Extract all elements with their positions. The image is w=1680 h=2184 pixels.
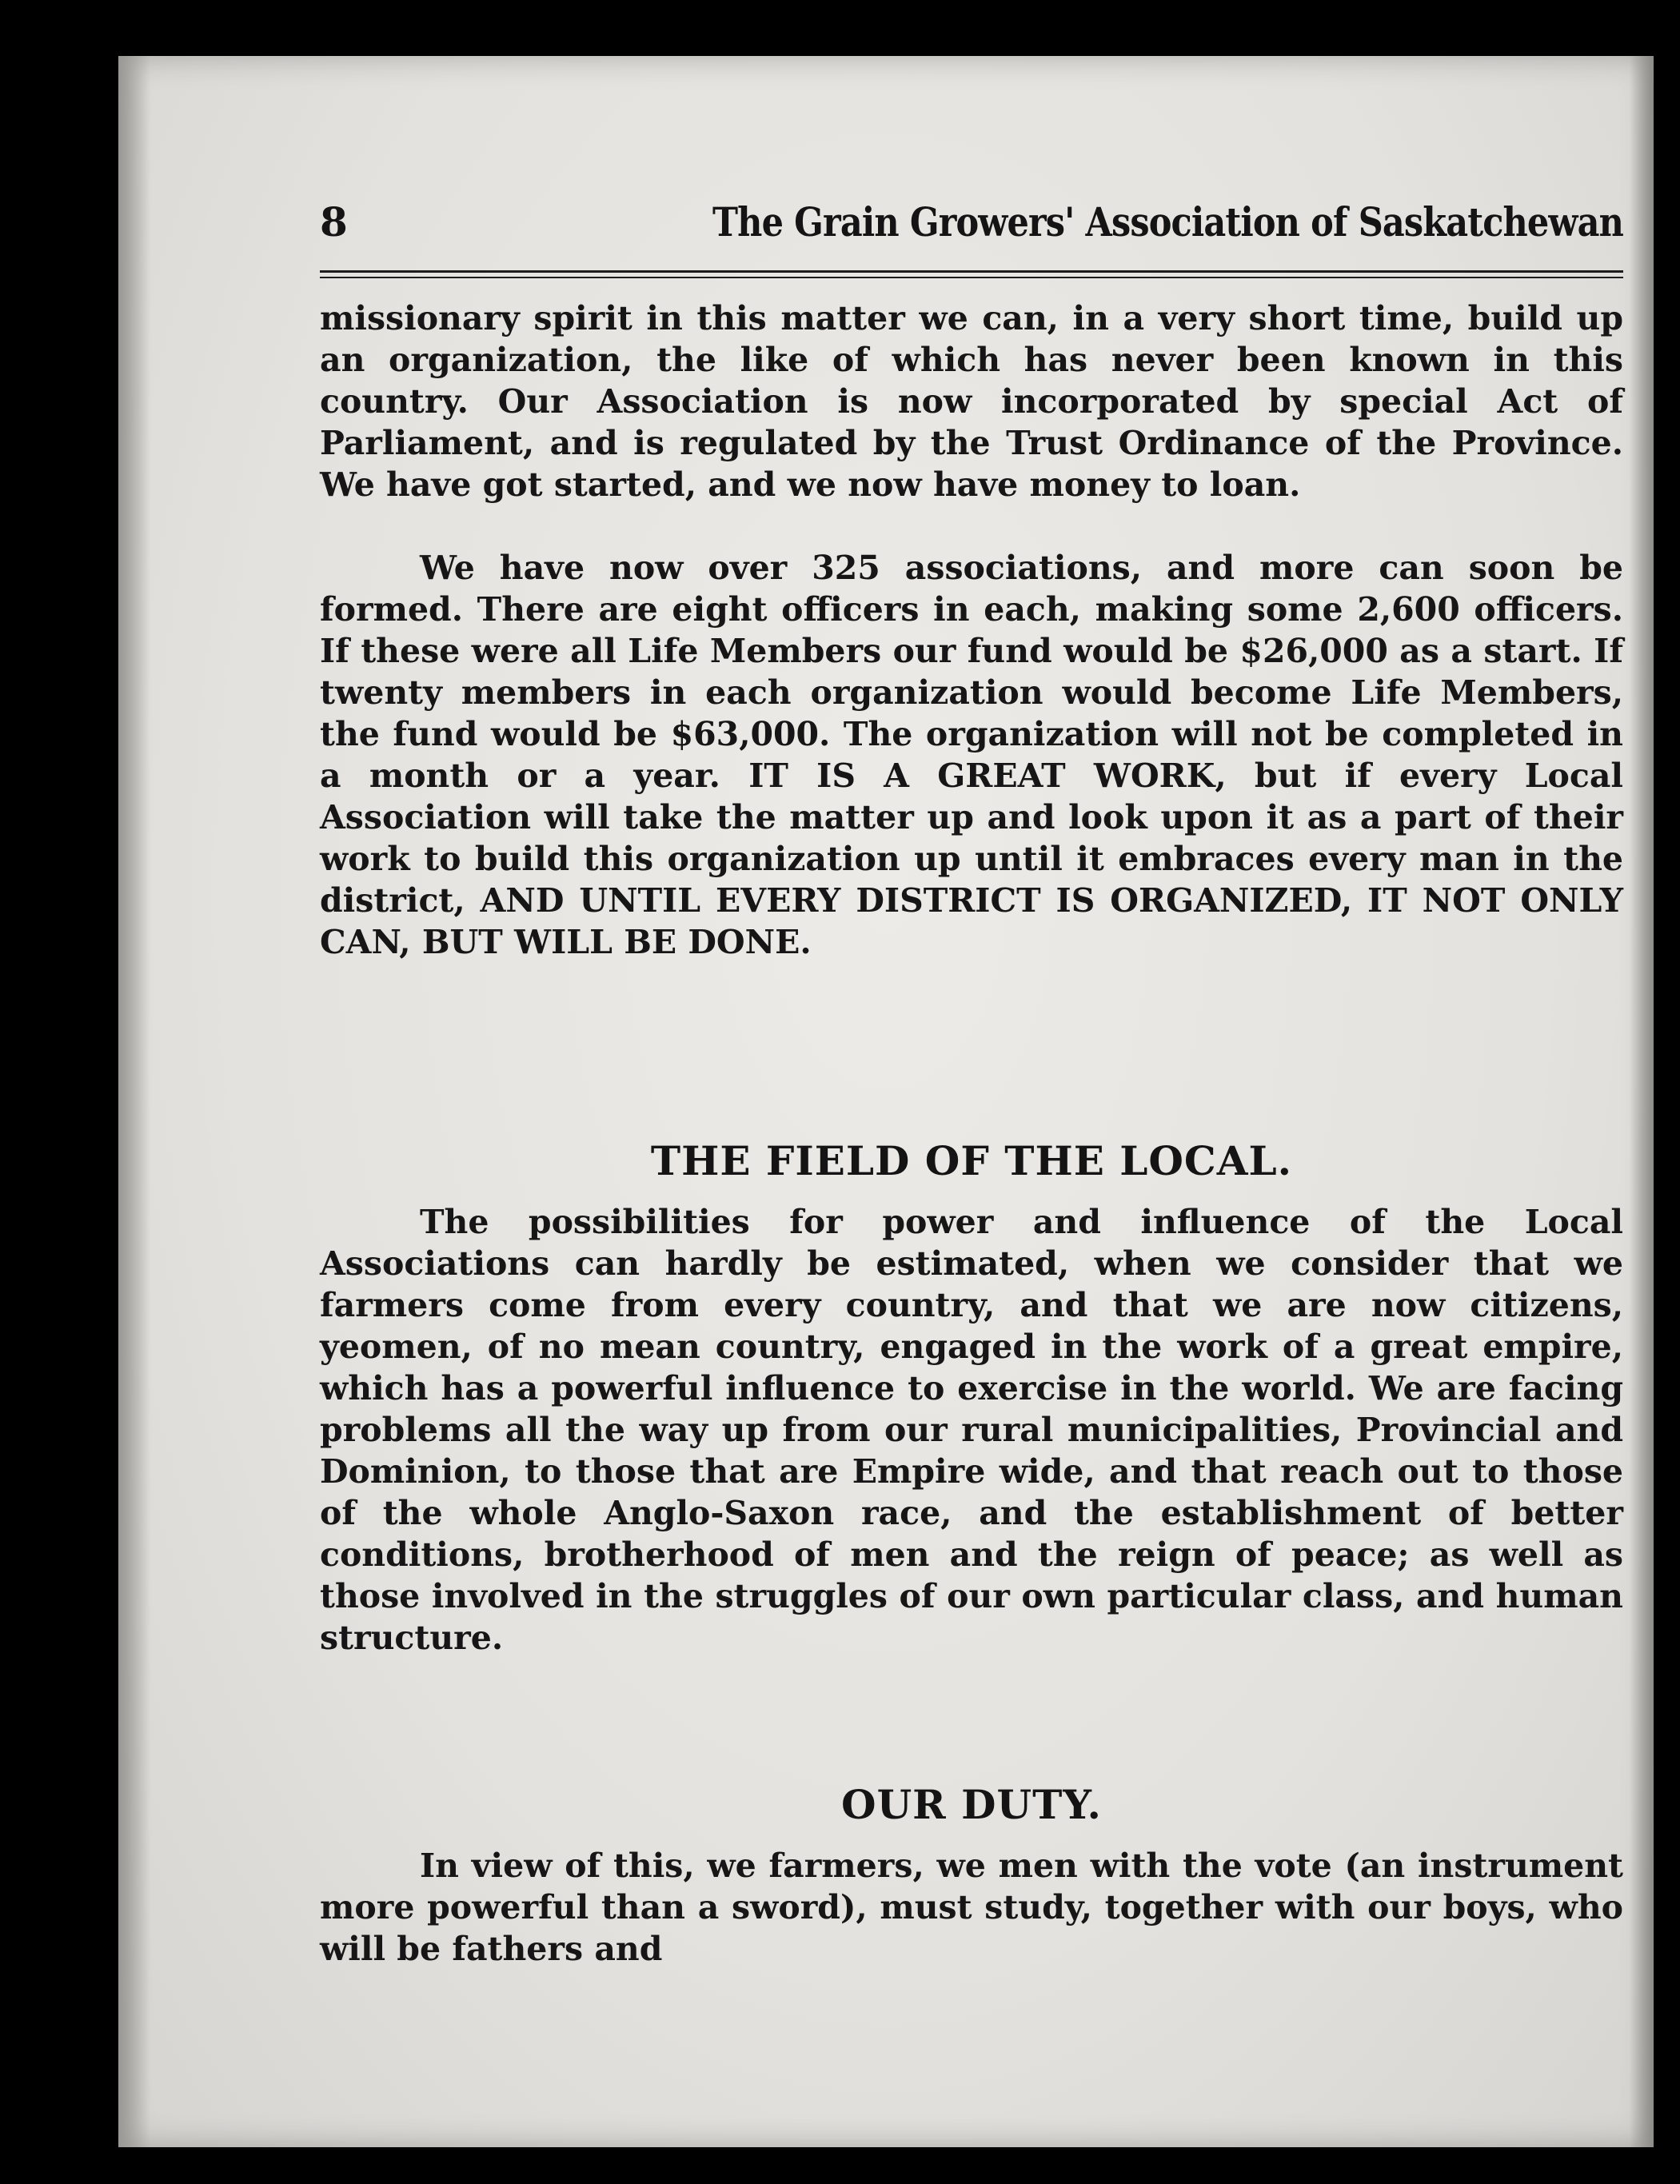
paragraph-2 — [320, 547, 1623, 963]
paragraph-text: missionary spirit in this matter we can, in a very short time, build up an organization, the like of which has never been known in this country. Our Association is now incorporated by special Act of Parliament, and is regulated by the Trust Ordinance of the Province. We have got started, and we now have money to loan. — [320, 299, 1623, 504]
page-edge-shadow-left — [118, 56, 150, 2147]
document-page — [118, 56, 1654, 2147]
page-edge-shadow-right — [1630, 56, 1654, 2147]
paragraph-text: The possibilities for power and influence of the Local Associations can hardly be estimated, when we consider that we farmers come from every country, and that we are now citizens, yeomen, of no mean country, engaged in the work of a great empire, which has a powerful influence to exercise in the world. We are facing problems all the way up from our rural municipalities, Provincial and Dominion, to those that are Empire wide, and that reach out to those of the whole Anglo-Saxon race, and the establishment of better conditions, brotherhood of men and the reign of peace; as well as those involved in the struggles of our own particular class, and human structure. — [320, 1203, 1623, 1657]
running-header — [320, 198, 1623, 262]
page-number: 8 — [320, 198, 347, 246]
paragraph-3 — [320, 1201, 1623, 1659]
section-heading-our-duty: OUR DUTY. — [841, 1781, 1102, 1828]
header-rule-bottom — [320, 277, 1623, 278]
paragraph-text: We have now over 325 associations, and more can soon be formed. There are eight officers in each, making some 2,600 officers. If these were all Life Members our fund would be $26,000 as a start. If twenty members in each organization would become Life Members, the fund would be $63,000. The organization will not be completed in a month or a year. IT IS A GREAT WORK, but if every Local Association will take the matter up and look upon it as a part of their work to build this organization up until it embraces every man in the district, AND UNTIL EVERY DISTRICT IS ORGANIZED, IT NOT ONLY CAN, BUT WILL BE DONE. — [320, 549, 1623, 961]
paragraph-1 — [320, 297, 1623, 505]
running-title: The Grain Growers' Association of Saskatchewan — [712, 198, 1623, 246]
paragraph-text: In view of this, we farmers, we men with the vote (an instrument more powerful than a sword), must study, together with our boys, who will be fathers and — [320, 1847, 1623, 1968]
header-rule-top — [320, 270, 1623, 273]
page-content — [320, 56, 1623, 2147]
paragraph-4 — [320, 1845, 1623, 1970]
section-heading-field-of-local: THE FIELD OF THE LOCAL. — [650, 1137, 1293, 1184]
